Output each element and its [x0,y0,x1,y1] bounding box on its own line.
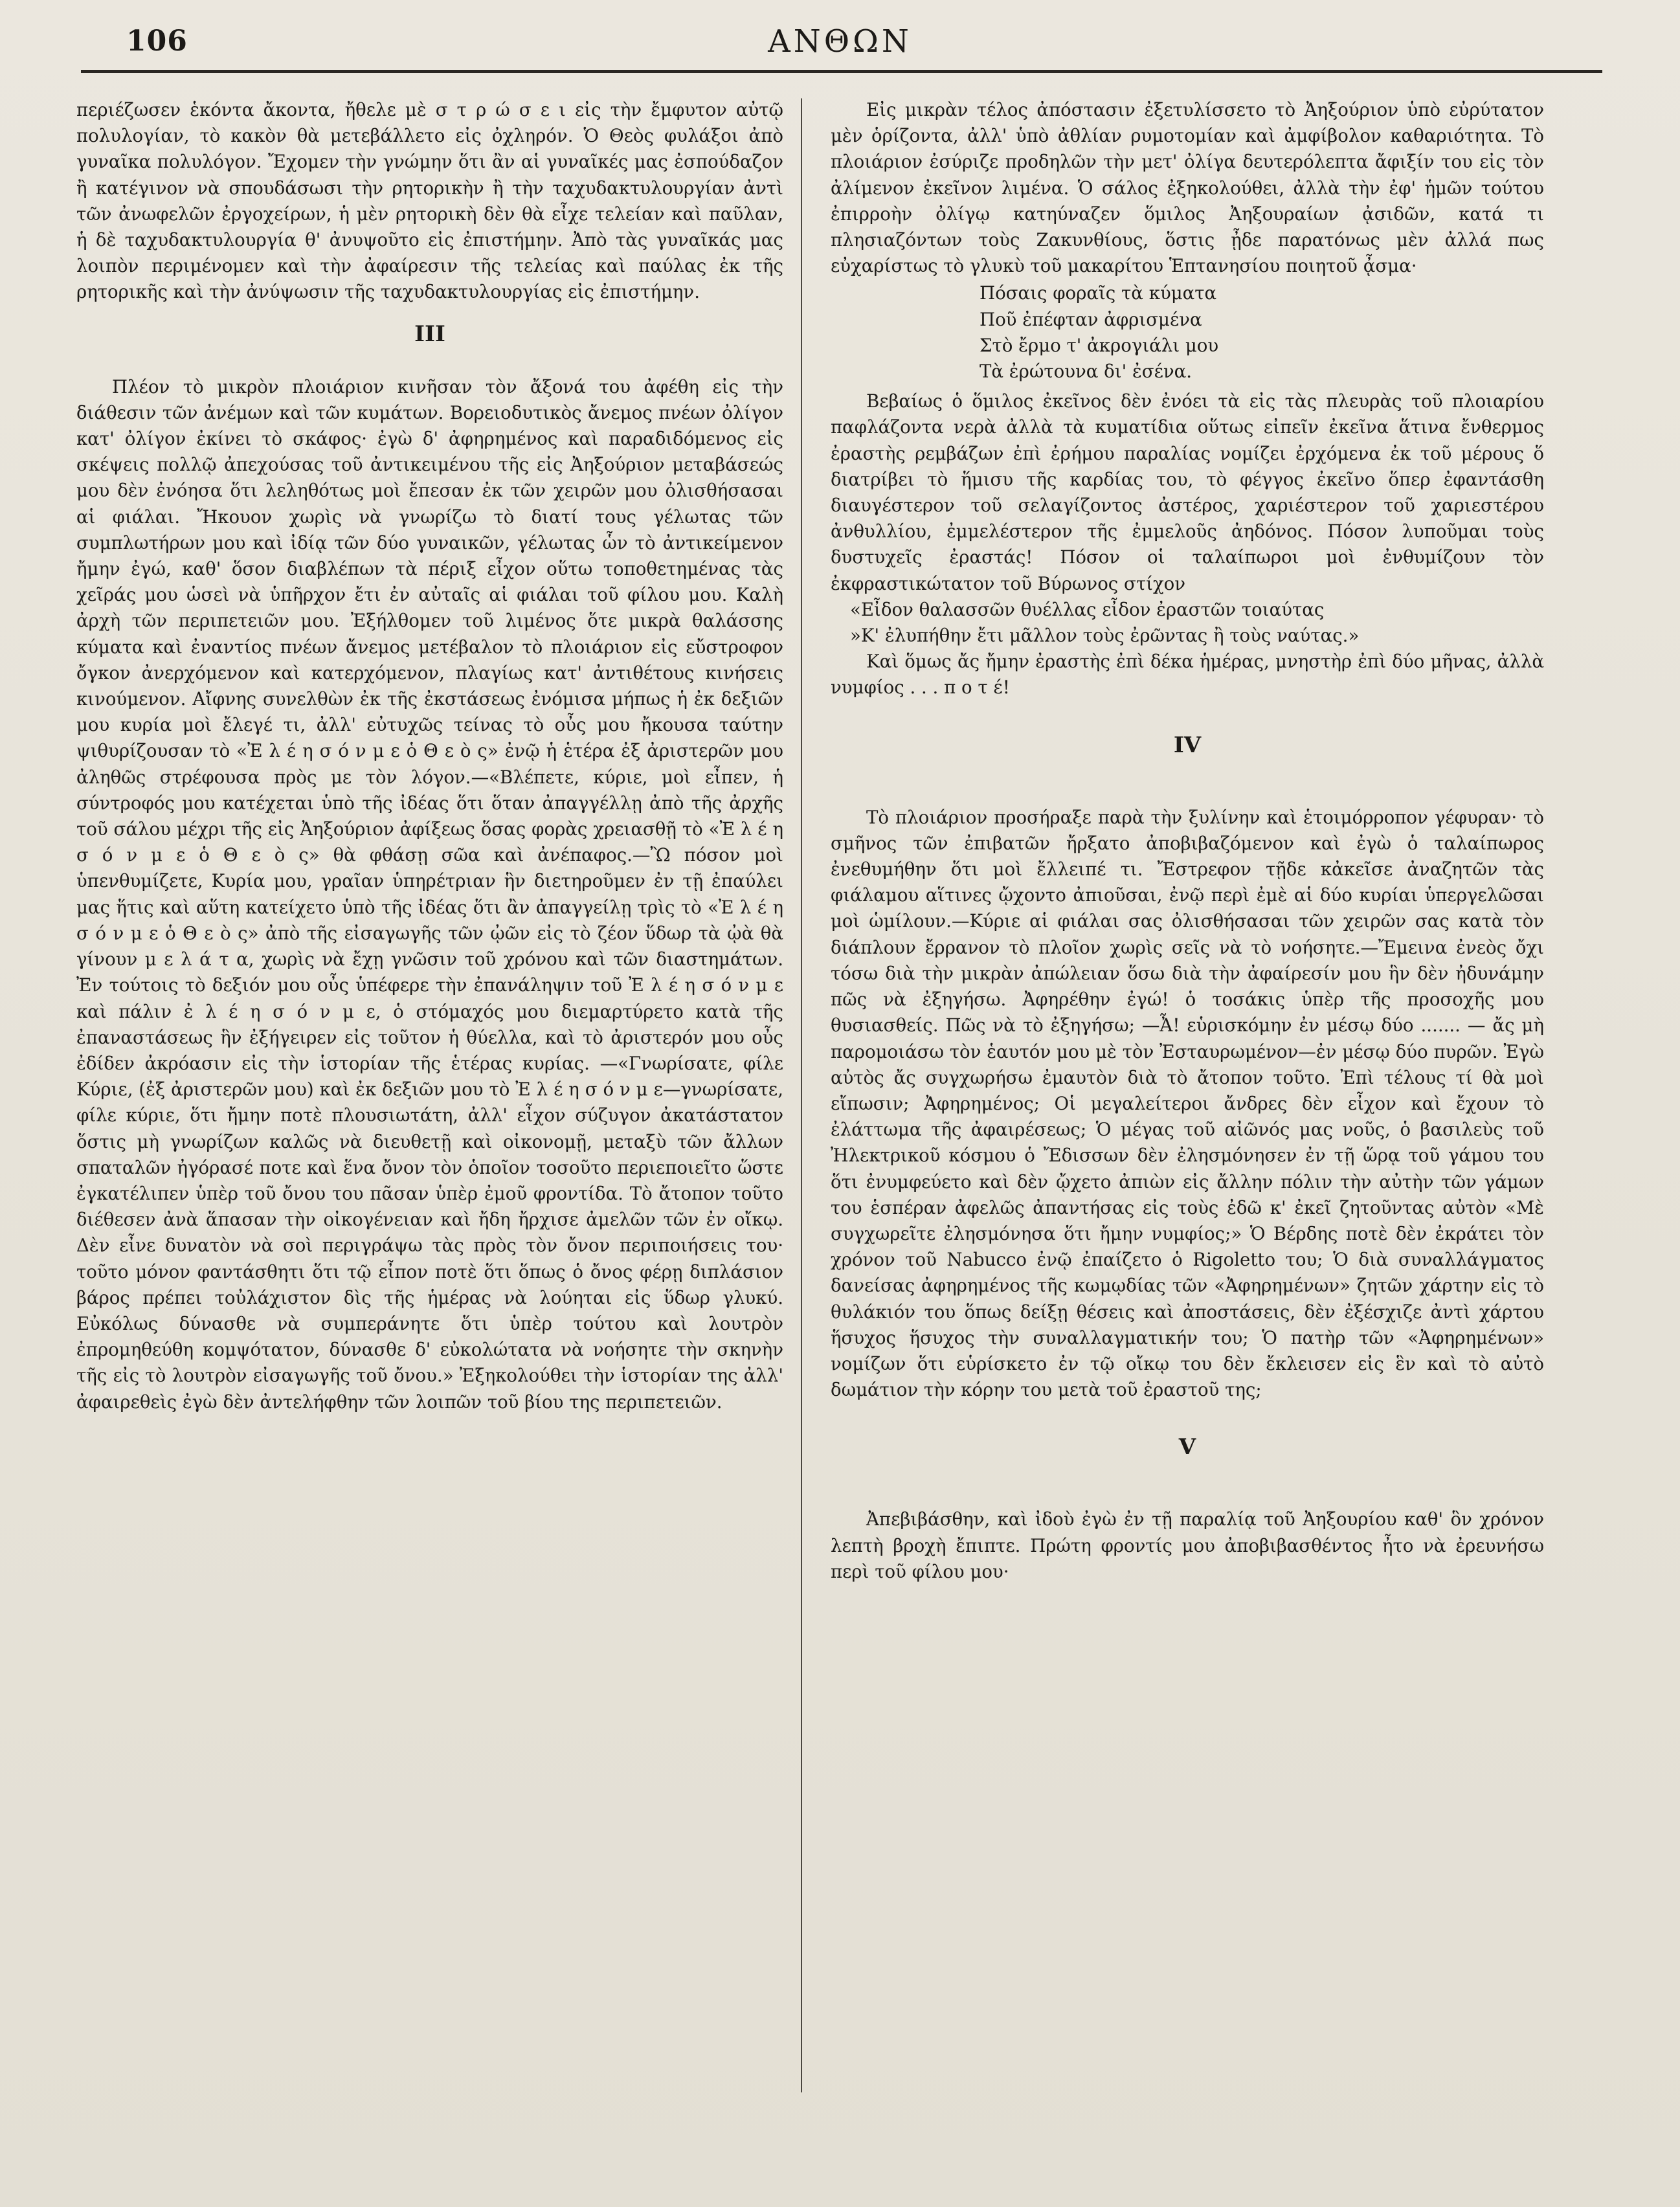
header-rule [81,70,1602,73]
section-heading-iv: IV [1173,732,1202,758]
paragraph: Καὶ ὅμως ἄς ἤμην ἐραστὴς ἐπὶ δέκα ἡμέρας, μνηστὴρ ἐπὶ δύο μῆνας, ἀλλὰ νυμφίος . . . π ο τ έ! [831,651,1544,699]
page-number: 106 [126,25,188,58]
section-heading-v: V [1178,1434,1196,1461]
paragraph: Εἰς μικρὰν τέλος ἀπόστασιν ἐξετυλίσσετο τὸ Ἀηξούριον ὑπὸ εὐρύτατον μὲν ὁρίζοντα, ἀλλ' ὑπὸ ἀθλίαν ρυμοτομίαν καὶ ἀμφίβολον καθαριότητα. Τὸ πλοιάριον ἐσύριζε προδηλῶν τὴν μετ' ὀλίγα δευτερόλεπτα ἄφιξίν του εἰς τὸν ἀλίμενον ἐκεῖνον λιμένα. Ὁ σάλος ἐξηκολούθει, ἀλλὰ τὴν ἐφ' ἡμῶν τούτου ἐπιρροὴν ὀλίγῳ κατηύναζεν ὅμιλος Ἀηξουραίων ᾀσιδῶν, κατά τι πλησιαζόντων τοὺς Ζακυνθίους, ὅστις ᾖδε παρατόνως μὲν ἀλλά πως εὐχαρίστως τὸ γλυκὺ τοῦ μακαρίτου Ἑπτανησίου ποιητοῦ ᾆσμα· [831,99,1544,277]
byron-quote [850,597,1544,649]
section-heading-iii: III [414,320,445,347]
verse-block [980,280,1544,385]
paragraph: Βεβαίως ὁ ὅμιλος ἐκεῖνος δὲν ἐνόει τὰ εἰς τὰς πλευρὰς τοῦ πλοιαρίου παφλάζοντα νερὰ ἀλλὰ τὰ κυματίδια οὕτως εἰπεῖν ἐκεῖνα ἅτινα ἔνθερμος ἐραστὴς ρεμβάζων ἐπὶ ἐρήμου παραλίας νομίζει ἐρχόμενα ἐκ τοῦ μέρους ὅ διατρίβει τὸ ἥμισυ τῆς καρδίας του, τὸ φέγγος ἐκεῖνο ὅπερ ἐφαντάσθη διαυγέστερον τοῦ σελαγίζοντος ἀστέρος, χαριέστερον τοῦ χαριεστέρου ἀνθυλλίου, ἐμμελέστερον τῆς ἐμμελοῦς ἀηδόνος. Πόσον λυποῦμαι τοὺς δυστυχεῖς ἐραστάς! Πόσον οἱ ταλαίπωροι μοὶ ἐνθυμίζουν τὸν ἐκφραστικώτατον τοῦ Βύρωνος στίχον [831,390,1544,594]
left-column [76,97,783,1415]
right-column [831,97,1544,1585]
verse-line: Στὸ ἔρμο τ' ἀκρογιάλι μου [980,334,1219,356]
verse-line: Ποῦ ἐπέφταν ἀφρισμένα [980,308,1202,330]
verse-line: Πόσαις φοραῖς τὰ κύματα [980,282,1217,304]
page-header [45,19,1635,71]
paragraph: Πλέον τὸ μικρὸν πλοιάριον κινῆσαν τὸν ἄξονά του ἀφέθη εἰς τὴν διάθεσιν τῶν ἀνέμων καὶ τῶν κυμάτων. Βορειοδυτικὸς ἄνεμος πνέων ὀλίγον κατ' ὀλίγον ἐκίνει τὸ σκάφος· ἐγὼ δ' ἀφηρημένος καὶ παραδιδόμενος εἰς σκέψεις πολλῷ ἀπεχούσας τοῦ ἀντικειμένου τῆς εἰς Ἀηξούριον μεταβάσεώς μου δὲν ἐνόησα ὅτι λεληθότως μοὶ ἔπεσαν ἐκ τῶν χειρῶν μου ὀλισθήσασαι αἱ φιάλαι. Ἤκουον χωρὶς νὰ γνωρίζω τὸ διατί τους γέλωτας τῶν συμπλωτήρων μου καὶ ἰδίᾳ τῶν δύο γυναικῶν, γέλωτας ὧν τὸ ἀντικείμενον ἤμην ἐγώ, καθ' ὅσον διαβλέπων τὰ πέριξ εἶχον οὕτω τοποθετημένας τὰς χεῖράς μου ὡσεὶ νὰ ὑπῆρχον ἔτι ἐν αὐταῖς αἱ φιάλαι τοῦ φίλου μου. Καλὴ ἀρχὴ τῶν περιπετειῶν μου. Ἐξήλθομεν τοῦ λιμένος ὅτε μικρὰ θαλάσσης κύματα καὶ ἐναντίος πνέων ἄνεμος μετέβαλον τὸ πλοιάριον εἰς εὔστροφον ὄγκον ἀνερχόμενον καὶ κατερχόμενον, πλαγίως κατ' ἀντιθέτους κινήσεις κινούμενον. Αἴφνης συνελθὼν ἐκ τῆς ἐκστάσεως ἐνόμισα μήπως ἡ ἐκ δεξιῶν μου κυρία μοὶ ἔλεγέ τι, ἀλλ' εὐτυχῶς τείνας τὸ οὖς μου ἤκουσα ταύτην ψιθυρίζουσαν τὸ «Ἐ λ έ η σ ό ν μ ε ὁ Θ ε ὸ ς» ἐνῷ ἡ ἑτέρα ἐξ ἀριστερῶν μου ἀληθῶς στρέφουσα πρὸς με τὸν λόγον.—«Βλέπετε, κύριε, μοὶ εἶπεν, ἡ σύντροφός μου κατέχεται ὑπὸ τῆς ἰδέας ὅτι ὅταν ἀπαγγέλλῃ ἀπὸ τῆς ἀρχῆς τοῦ σάλου μέχρι τῆς εἰς Ἀηξούριον ἀφίξεως ὅσας φορὰς χρειασθῇ τὸ «Ἐ λ έ η σ ό ν μ ε ὁ Θ ε ὸ ς» θὰ φθάσῃ σῶα καὶ ἀνέπαφος.—Ὢ πόσον μοὶ ὑπενθυμίζετε, Κυρία μου, γραῖαν ὑπηρέτριαν ἣν διετηροῦμεν ἐν τῇ ἐπαύλει μας ἥτις καὶ αὕτη κατείχετο ὑπὸ τῆς ἰδέας ὅτι ἂν ἀπαγγείλῃ τρὶς τὸ «Ἐ λ έ η σ ό ν μ ε ὁ Θ ε ὸ ς» ἀπὸ τῆς εἰσαγωγῆς τῶν ᾠῶν εἰς τὸ ζέον ὕδωρ τὰ ᾠὰ θὰ γίνουν μ ε λ ά τ α, χωρὶς νὰ ἔχῃ γνῶσιν τοῦ χρόνου καὶ τῶν διαστημάτων. Ἐν τούτοις τὸ δεξιόν μου οὖς ὑπέφερε τὴν ἐπανάληψιν τοῦ Ἐ λ έ η σ ό ν μ ε καὶ πάλιν ἐ λ έ η σ ό ν μ ε, ὁ στόμαχός μου διεμαρτύρετο κατὰ τῆς ἐπαναστάσεως ἣν ἐξήγειρεν εἰς τοῦτον ἡ θύελλα, καὶ τὸ ἀριστερόν μου οὖς ἐδίδεν ἀκρόασιν εἰς τὴν ἱστορίαν τῆς ἑτέρας κυρίας. —«Γνωρίσατε, φίλε Κύριε, (ἐξ ἀριστερῶν μου) καὶ ἐκ δεξιῶν μου τὸ Ἐ λ έ η σ ό ν μ ε—γνωρίσατε, φίλε κύριε, ὅτι ἤμην ποτὲ πλουσιωτάτη, ἀλλ' εἶχον σύζυγον ἀκατάστατον ὅστις μὴ γνωρίζων καλῶς νὰ διευθετῇ καὶ οἰκονομῇ, μεταξὺ τῶν ἄλλων σπαταλῶν ἠγόρασέ ποτε καὶ ἕνα ὄνον τὸν ὁποῖον τοσοῦτο περιεποιεῖτο ὥστε ἐγκατέλιπεν ὑπὲρ τοῦ ὄνου του πᾶσαν ὑπὲρ ἐμοῦ φροντίδα. Τὸ ἄτοπον τοῦτο διέθεσεν ἀνὰ ἅπασαν τὴν οἰκογένειαν καὶ ἤδη ἤρχισε ἀμελῶν τῶν ἐν οἴκῳ. Δὲν εἶνε δυνατὸν νὰ σοὶ περιγράψω τὰς πρὸς τὸν ὄνον περιποιήσεις του· τοῦτο μόνον φαντάσθητι ὅτι τῷ εἶπον ποτὲ ὅτι ὅπως ὁ ὄνος φέρῃ διπλάσιον βάρος πρέπει τοὐλάχιστον δὶς τῆς ἡμέρας νὰ λούηται εἰς ὕδωρ γλυκύ. Εὐκόλως δύνασθε νὰ συμπεράνητε ὅτι ὑπὲρ τούτου καὶ λουτρὸν ἐπρομηθεύθη κομψότατον, δύνασθε δ' εὐκολώτατα νὰ νοήσητε τὴν σκηνὴν τῆς εἰς τὸ λουτρὸν εἰσαγωγῆς τοῦ ὄνου.» Ἐξηκολούθει τὴν ἱστορίαν της ἀλλ' ἀφαιρεθεὶς ἐγὼ δὲν ἀντελήφθην τῶν λοιπῶν τοῦ βίου της περιπετειῶν. [76,375,783,1413]
quote-line: «Εἶδον θαλασσῶν θυέλλας εἶδον ἐραστῶν τοιαύτας [850,598,1325,620]
column-divider [801,98,802,2092]
quote-line: »Κ' ἐλυπήθην ἔτι μᾶλλον τοὺς ἐρῶντας ἢ τοὺς ναύτας.» [850,625,1360,647]
journal-title: ΑΝΘΩΝ [768,23,912,60]
paragraph: περιέζωσεν ἑκόντα ἄκοντα, ἤθελε μὲ σ τ ρ ώ σ ε ι εἰς τὴν ἔμφυτον αὐτῷ πολυλογίαν, τὸ κακὸν θὰ μετεβάλλετο εἰς ὀχληρόν. Ὁ Θεὸς φυλάξοι ἀπὸ γυναῖκα πολυλόγον. Ἔχομεν τὴν γνώμην ὅτι ἂν αἱ γυναῖκές μας ἐσπούδαζον ἢ κατέγινον νὰ σπουδάσωσι τὴν ρητορικὴν ἢ τὴν ταχυδακτυλουργίαν ἀντὶ τῶν ἀνωφελῶν ἐργοχείρων, ἡ μὲν ρητορικὴ δὲν θὰ εἶχε τελείαν καὶ παῦλαν, ἡ δὲ ταχυδακτυλουργία θ' ἀνυψοῦτο εἰς ἐπιστήμην. Ἀπὸ τὰς γυναῖκάς μας λοιπὸν περιμένομεν καὶ τὴν ἀφαίρεσιν τῆς τελείας καὶ παύλας ἐκ τῆς ρητορικῆς καὶ τὴν ἀνύψωσιν τῆς ταχυδακτυλουργίας εἰς ἐπιστήμην. [76,99,783,303]
paragraph: Τὸ πλοιάριον προσήραξε παρὰ τὴν ξυλίνην καὶ ἑτοιμόρροπον γέφυραν· τὸ σμῆνος τῶν ἐπιβατῶν ἤρξατο ἀποβιβαζόμενον καὶ ἐγὼ ὁ ταλαίπωρος ἐνεθυμήθην ὅτι μοὶ ἔλλειπέ τι. Ἔστρεφον τῇδε κἀκεῖσε ἀναζητῶν τὰς φιάλαμου αἵτινες ᾤχοντο ἀπιοῦσαι, ἐνῷ περὶ ἐμὲ αἱ δύο κυρίαι ὑπεργελῶσαι μοὶ ὡμίλουν.—Κύριε αἱ φιάλαι σας ὀλισθήσασαι τῶν χειρῶν σας κατὰ τὸν διάπλουν ἔρρανον τὸ πλοῖον χωρὶς σεῖς νὰ τὸ νοήσητε.—Ἔμεινα ἐνεὸς ὄχι τόσω διὰ τὴν μικρὰν ἀπώλειαν ὅσω διὰ τὴν ἀφαίρεσίν μου ἣν δὲν ἠδυνάμην πῶς νὰ ἐξηγήσω. Ἀφηρέθην ἐγώ! ὁ τοσάκις ὑπὲρ τῆς προσοχῆς μου θυσιασθείς. Πῶς νὰ τὸ ἐξηγήσω; —Ἆ! εὑρισκόμην ἐν μέσῳ δύο ....... — ἄς μὴ παρομοιάσω τὸν ἑαυτόν μου μὲ τὸν Ἐσταυρωμένον—ἐν μέσῳ δύο πυρῶν. Ἐγὼ αὐτὸς ἄς συγχωρήσω ἐμαυτὸν διὰ τὸ ἄτοπον τοῦτο. Ἐπὶ τέλους τί θὰ μοὶ εἴπωσιν; Ἀφηρημένος; Οἱ μεγαλείτεροι ἄνδρες δὲν εἶχον καὶ ἔχουν τὸ ἐλάττωμα τῆς ἀφαιρέσεως; Ὁ μέγας τοῦ αἰῶνός μας νοῦς, ὁ βασιλεὺς τοῦ Ἠλεκτρικοῦ κόσμου ὁ Ἔδισσων δὲν ἐλησμόνησεν ἐν τῇ ὥρᾳ τοῦ γάμου του ὅτι ἐνυμφεύετο καὶ δὲν ᾤχετο ἀπιὼν εἰς ἄλλην πόλιν τὴν αὐτὴν τῶν γάμων του ἑσπέραν ἀφελῶς ἀπαντήσας εἰς τοὺς ἐδῶ κ' ἐκεῖ ζητοῦντας αὐτὸν «Μὲ συγχωρεῖτε ἐλησμόνησα ὅτι ἤμην νυμφίος;» Ὁ Βέρδης ποτὲ δὲν ἐκράτει τὸν χρόνον τοῦ Nabucco ἐνῷ ἐπαίζετο ὁ Rigoletto του; Ὁ διὰ συναλλάγματος δανείσας ἀφηρημένος τῆς κωμῳδίας τῶν «Ἀφηρημένων» ζητῶν χάρτην εἰς τὸ θυλάκιόν του ὅπως δείξῃ θέσεις καὶ ἀποστάσεις, δὲν ἐξέσχιζε ἀντὶ χάρτου ἥσυχος ἥσυχος τὴν συναλλαγματικήν του; Ὁ πατὴρ τῶν «Ἀφηρημένων» νομίζων ὅτι εὑρίσκετο ἐν τῷ οἴκῳ του δὲν ἔκλεισεν εἰς ἓν καὶ τὸ αὐτὸ δωμάτιον τὴν κόρην του μετὰ τοῦ ἐραστοῦ της; [831,806,1544,1401]
paragraph: Ἀπεβιβάσθην, καὶ ἰδοὺ ἐγὼ ἐν τῇ παραλίᾳ τοῦ Ἀηξουρίου καθ' ὃν χρόνον λεπτὴ βροχὴ ἔπιπτε. Πρώτη φροντίς μου ἀποβιβασθέντος ἦτο νὰ ἐρευνήσω περὶ τοῦ φίλου μου· [831,1508,1544,1582]
verse-line: Τὰ ἐρώτουνα δι' ἐσένα. [980,361,1193,383]
